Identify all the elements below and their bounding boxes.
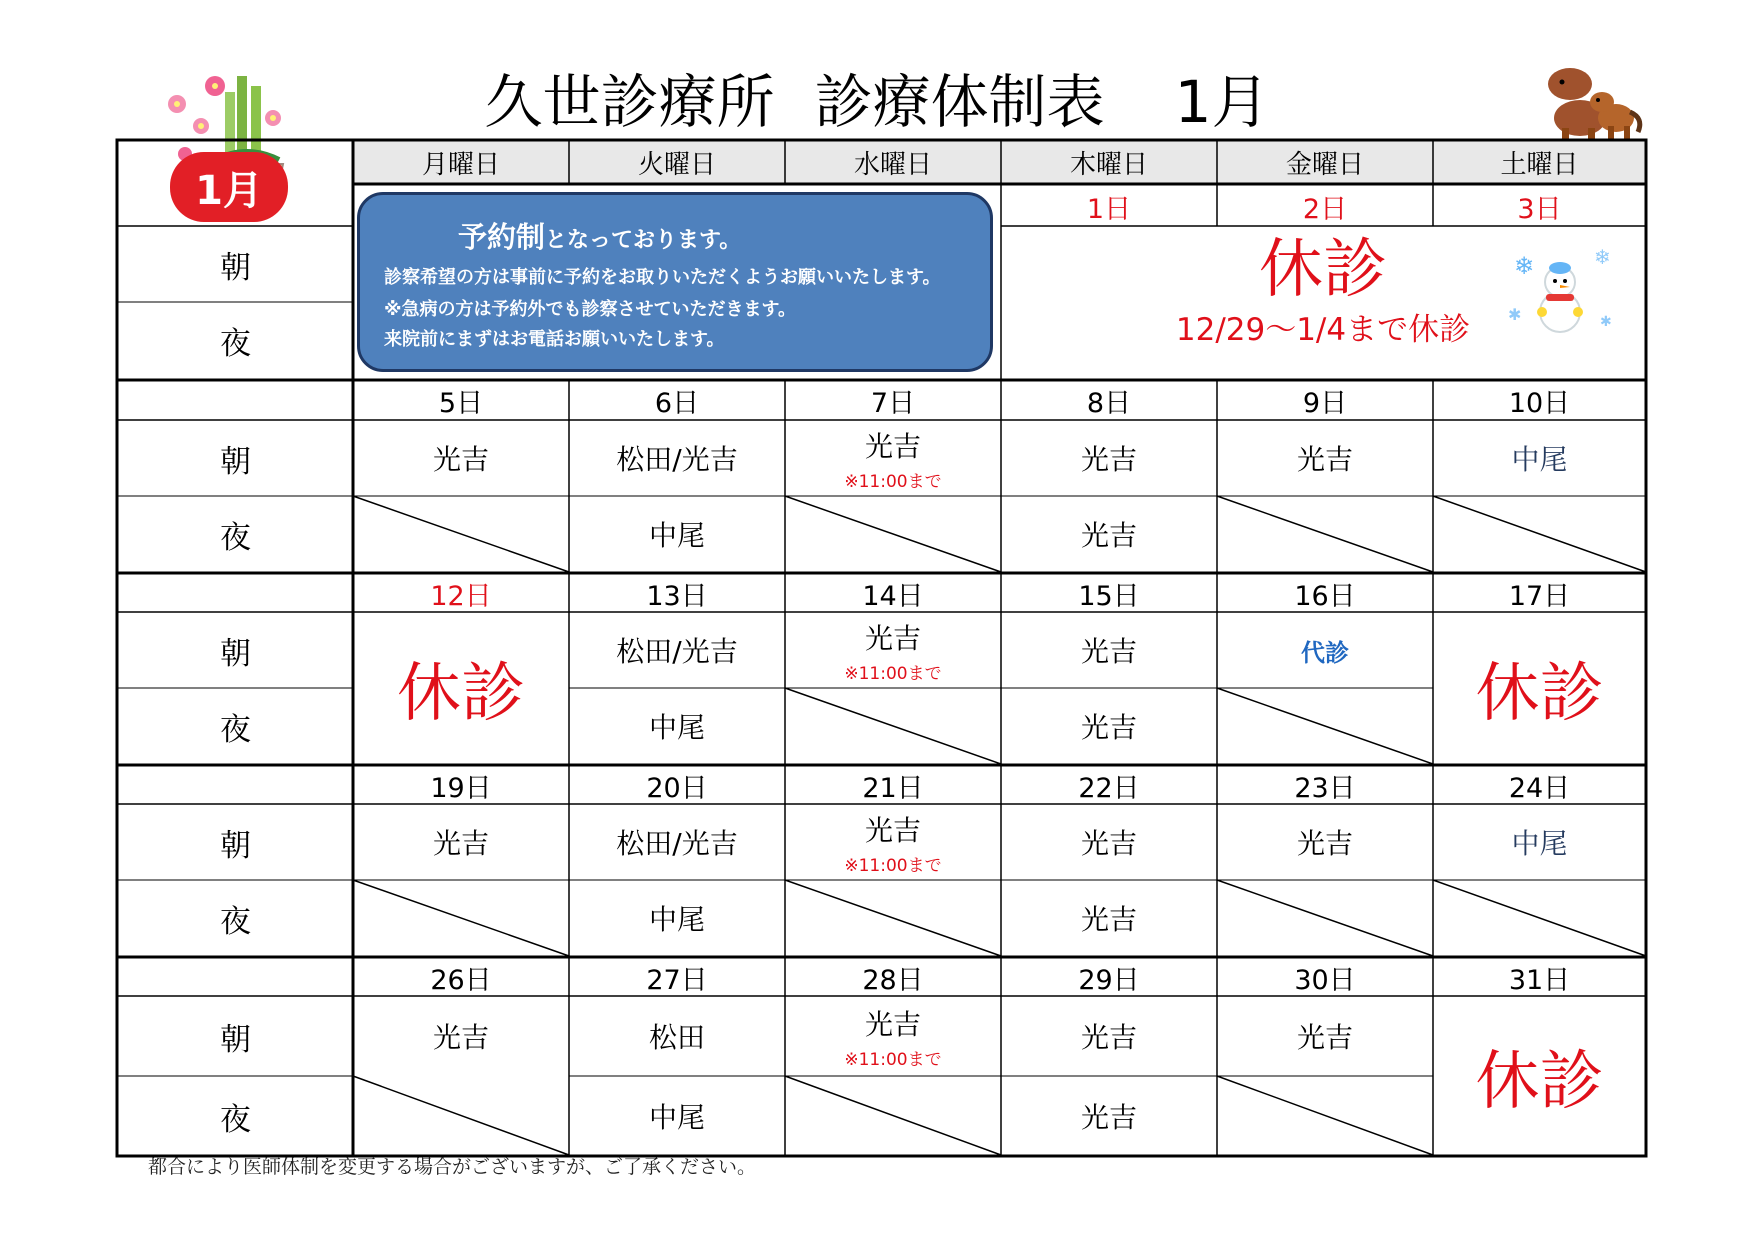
- footer-note: 都合により医師体制を変更する場合がございますが、ご了承ください。: [148, 1156, 757, 1178]
- doctor-cell: 光吉: [1296, 1021, 1353, 1054]
- date-cell: 10日: [1508, 388, 1571, 419]
- weekday-thu: 木曜日: [1001, 141, 1217, 184]
- notice-line: ※急病の方は予約外でも診察させていただきます。: [384, 299, 797, 320]
- svg-text:✱: ✱: [1508, 305, 1522, 324]
- date-cell: 30日: [1294, 964, 1356, 996]
- date-cell: 9日: [1302, 388, 1348, 419]
- svg-text:❄: ❄: [1594, 245, 1611, 269]
- doctor-cell: 光吉 ※11:00まで: [844, 621, 942, 684]
- date-cell: 22日: [1078, 772, 1140, 804]
- row-label-morning: 朝: [220, 443, 251, 480]
- notice-title: 予約制となっております。: [458, 220, 742, 254]
- closed-label: 休診: [397, 657, 525, 731]
- date-cell: 17日: [1508, 580, 1571, 612]
- doctor-cell: 光吉: [1080, 1101, 1137, 1134]
- row-label-night: 夜: [220, 903, 251, 940]
- weekday-mon: 月曜日: [353, 141, 569, 184]
- row-label-morning: 朝: [220, 249, 251, 286]
- notice-line: 来院前にまずはお電話お願いいたします。: [384, 329, 725, 350]
- doctor-cell: 光吉: [1080, 635, 1137, 668]
- row-label-morning: 朝: [220, 827, 251, 864]
- notice-line: 診察希望の方は事前に予約をお取りいただくようお願いいたします。: [384, 267, 941, 288]
- date-cell: 20日: [646, 772, 708, 804]
- doctor-cell: 中尾: [648, 1101, 705, 1134]
- time-note: ※11:00まで: [844, 855, 942, 876]
- month-label: 1月: [1174, 68, 1270, 136]
- reservation-notice: [357, 192, 993, 372]
- doctor-cell: 光吉 ※11:00まで: [844, 813, 942, 876]
- row-label-night: 夜: [220, 711, 251, 748]
- date-cell: 6日: [654, 388, 700, 419]
- schedule-label: 診療体制表: [814, 68, 1105, 136]
- doctor-cell: 中尾: [1511, 443, 1568, 476]
- date-cell: 16日: [1294, 580, 1356, 612]
- clinic-name: 久世診療所: [484, 68, 775, 136]
- doctor-cell: 代診: [1301, 638, 1349, 667]
- doctor-cell: 光吉: [432, 827, 489, 860]
- time-note: ※11:00まで: [844, 471, 942, 492]
- doctor-cell: 光吉: [1080, 827, 1137, 860]
- svg-text:❄: ❄: [1514, 252, 1535, 280]
- doctor-cell: 松田/光吉: [616, 443, 738, 476]
- doctor-cell: 松田: [648, 1021, 705, 1054]
- doctor-cell: 光吉: [1296, 443, 1353, 476]
- date-cell: 14日: [862, 580, 924, 612]
- date-cell: 7日: [870, 388, 916, 419]
- weekday-wed: 水曜日: [785, 141, 1001, 184]
- time-note: ※11:00まで: [844, 1049, 942, 1070]
- date-cell: 21日: [862, 772, 924, 804]
- date-cell: 2日: [1302, 193, 1348, 225]
- doctor-cell: 光吉: [1080, 903, 1137, 936]
- doctor-cell: 光吉: [1080, 711, 1137, 744]
- date-cell: 13日: [646, 580, 708, 612]
- doctor-cell: 光吉: [1080, 1021, 1137, 1054]
- date-cell: 29日: [1078, 964, 1140, 996]
- svg-text:✱: ✱: [1600, 314, 1612, 330]
- date-cell: 12日: [430, 580, 492, 612]
- date-cell: 15日: [1078, 580, 1140, 612]
- date-cell: 1日: [1086, 193, 1132, 225]
- row-label-morning: 朝: [220, 635, 251, 672]
- closed-period: 12/29～1/4まで休診: [1175, 312, 1471, 348]
- closed-label: 休診: [1475, 657, 1604, 731]
- time-note: ※11:00まで: [844, 663, 942, 684]
- doctor-cell: 中尾: [648, 711, 705, 744]
- date-cell: 3日: [1517, 193, 1562, 225]
- doctor-cell: 中尾: [648, 519, 705, 552]
- date-cell: 26日: [430, 964, 492, 996]
- date-cell: 5日: [438, 388, 484, 419]
- doctor-cell: 光吉 ※11:00まで: [844, 429, 942, 492]
- doctor-cell: 光吉: [1296, 827, 1353, 860]
- date-cell: 8日: [1086, 388, 1132, 419]
- closed-label: 休診: [1259, 233, 1387, 307]
- row-label-morning: 朝: [220, 1021, 251, 1058]
- doctor-cell: 光吉: [1080, 519, 1137, 552]
- weekday-sat: 土曜日: [1433, 141, 1646, 184]
- doctor-cell: 松田/光吉: [616, 635, 738, 668]
- row-label-night: 夜: [220, 519, 251, 556]
- date-cell: 27日: [646, 964, 708, 996]
- doctor-cell: 松田/光吉: [616, 827, 738, 860]
- date-cell: 19日: [430, 772, 492, 804]
- row-label-night: 夜: [220, 325, 251, 362]
- date-cell: 24日: [1508, 772, 1571, 804]
- month-badge: 1月: [170, 152, 288, 222]
- doctor-cell: 光吉 ※11:00まで: [844, 1007, 942, 1070]
- date-cell: 28日: [862, 964, 924, 996]
- doctor-cell: 光吉: [432, 443, 489, 476]
- date-cell: 31日: [1508, 964, 1571, 996]
- doctor-cell: 中尾: [648, 903, 705, 936]
- weekday-fri: 金曜日: [1217, 141, 1433, 184]
- date-cell: 23日: [1294, 772, 1356, 804]
- weekday-tue: 火曜日: [569, 141, 785, 184]
- row-label-night: 夜: [220, 1101, 251, 1138]
- snowman-icon: [1500, 240, 1620, 340]
- doctor-cell: 光吉: [1080, 443, 1137, 476]
- closed-label: 休診: [1475, 1045, 1604, 1119]
- doctor-cell: 光吉: [432, 1021, 489, 1054]
- doctor-cell: 中尾: [1511, 827, 1568, 860]
